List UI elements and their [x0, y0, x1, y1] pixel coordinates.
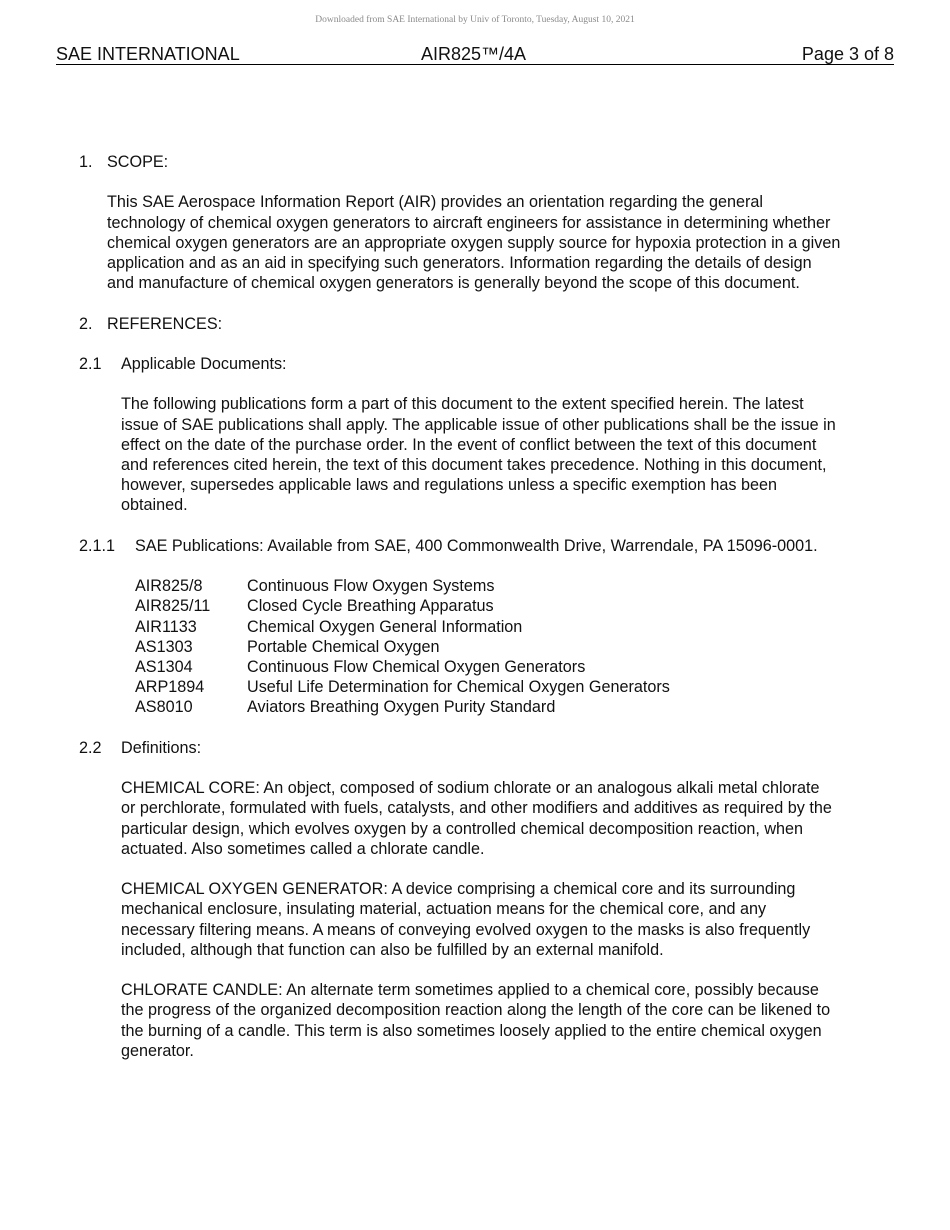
publication-title: Useful Life Determination for Chemical Oxygen Generators	[247, 678, 670, 697]
definition-chemical-oxygen-generator	[121, 879, 879, 960]
paragraph-line: however, supersedes applicable laws and regulations unless a specific exemption has been	[121, 476, 777, 495]
paragraph-line: necessary filtering means. A means of conveying evolved oxygen to the masks is also frequently	[121, 920, 811, 939]
download-watermark: Downloaded from SAE International by Univ of Toronto, Tuesday, August 10, 2021	[315, 15, 635, 25]
publication-title: Continuous Flow Oxygen Systems	[247, 577, 495, 596]
paragraph-line: the burning of a candle. This term is also sometimes loosely applied to the entire chemical oxygen	[121, 1021, 822, 1040]
paragraph-line: and manufacture of chemical oxygen generators is generally beyond the scope of this document.	[107, 274, 800, 293]
section-number: 2.	[79, 314, 93, 333]
applicable-documents-paragraph	[121, 394, 879, 515]
page-header	[56, 44, 894, 65]
section-number: 1.	[79, 153, 93, 171]
publication-code: AIR825/11	[135, 597, 211, 616]
publication-code: AIR825/8	[135, 577, 203, 596]
section-title: Applicable Documents:	[121, 354, 287, 373]
section-number: 2.1.1	[79, 536, 116, 555]
publication-title: Closed Cycle Breathing Apparatus	[247, 597, 494, 616]
publication-item	[135, 617, 879, 637]
paragraph-line: CHLORATE CANDLE: An alternate term sometimes applied to a chemical core, possibly because	[121, 981, 819, 1000]
paragraph-line: issue of SAE publications shall apply. The applicable issue of other publications shall be the issue in	[121, 415, 836, 434]
paragraph-line: technology of chemical oxygen generators to aircraft engineers for assistance in determining whether	[107, 213, 831, 232]
paragraph-line: mechanical enclosure, insulating material, actuation means for the chemical core, and any	[121, 900, 767, 919]
section-title: REFERENCES:	[107, 314, 223, 333]
publication-item	[135, 576, 879, 596]
paragraph-line: actuated. Also sometimes called a chlorate candle.	[121, 839, 485, 858]
publication-title: Aviators Breathing Oxygen Purity Standard	[247, 698, 556, 717]
publication-code: AIR1133	[135, 617, 197, 636]
section-heading-scope	[79, 152, 879, 172]
paragraph-line: CHEMICAL CORE: An object, composed of sodium chlorate or an analogous alkali metal chlorate	[121, 779, 820, 798]
paragraph-line: included, although that function can also be fulfilled by an external manifold.	[121, 940, 664, 959]
publication-code: AS8010	[135, 698, 193, 717]
paragraph-line: application and as an aid in specifying such generators. Information regarding the details of design	[107, 254, 812, 272]
header-page-number: Page 3 of 8	[801, 44, 894, 64]
paragraph-line: CHEMICAL OXYGEN GENERATOR: A device comprising a chemical core and its surrounding	[121, 880, 796, 899]
header-organization: SAE INTERNATIONAL	[56, 44, 240, 64]
publication-item	[135, 657, 879, 677]
publication-item	[135, 697, 879, 717]
publication-item	[135, 677, 879, 697]
paragraph-line: or perchlorate, formulated with fuels, catalysts, and other modifiers and additives as required by the	[121, 799, 832, 818]
definition-chlorate-candle	[121, 980, 879, 1061]
section-title: Definitions:	[121, 738, 202, 757]
publication-code: ARP1894	[135, 678, 205, 697]
paragraph-line: effect on the date of the purchase order. In the event of conflict between the text of this document	[121, 435, 817, 454]
publication-list	[79, 576, 879, 717]
publication-item	[135, 637, 879, 657]
definition-chemical-core	[121, 778, 879, 859]
paragraph-line: chemical oxygen generators are an appropriate oxygen supply source for hypoxia protection in a given	[107, 233, 841, 252]
section-heading-sae-publications	[79, 536, 879, 556]
section-heading-definitions	[79, 738, 879, 758]
section-heading-references	[79, 314, 879, 334]
paragraph-line: generator.	[121, 1041, 194, 1060]
paragraph-line: particular design, which evolves oxygen by a controlled chemical decomposition reaction, when	[121, 819, 804, 838]
publication-title: Continuous Flow Chemical Oxygen Generators	[247, 657, 586, 676]
publication-code: AS1303	[135, 637, 193, 656]
section-heading-applicable-documents	[79, 354, 879, 374]
header-document-id: AIR825™/4A	[421, 44, 527, 64]
document-body	[79, 152, 879, 1061]
publication-code: AS1304	[135, 657, 193, 676]
publication-title: Portable Chemical Oxygen	[247, 637, 440, 656]
section-number: 2.1	[79, 354, 102, 373]
paragraph-line: The following publications form a part of this document to the extent specified herein. The latest	[121, 395, 804, 414]
paragraph-line: obtained.	[121, 496, 188, 515]
section-title: SAE Publications: Available from SAE, 400 Commonwealth Drive, Warrendale, PA 15096-0001.	[135, 536, 818, 555]
publication-item	[135, 596, 879, 616]
paragraph-line: This SAE Aerospace Information Report (AIR) provides an orientation regarding the general	[107, 193, 763, 212]
paragraph-line: the progress of the organized decomposition reaction along the length of the core can be likened to	[121, 1001, 831, 1020]
scope-paragraph	[107, 192, 879, 293]
section-number: 2.2	[79, 738, 102, 757]
paragraph-line: and references cited herein, the text of this document takes precedence. Nothing in this document,	[121, 455, 827, 474]
section-title: SCOPE:	[107, 153, 169, 171]
publication-title: Chemical Oxygen General Information	[247, 617, 523, 636]
